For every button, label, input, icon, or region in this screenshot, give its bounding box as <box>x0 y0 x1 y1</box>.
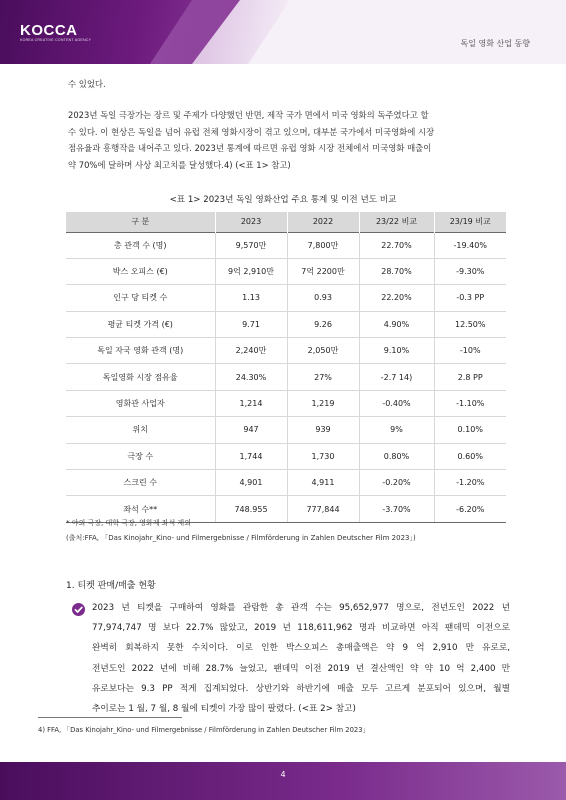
table-cell: 영화관 사업자 <box>66 390 215 416</box>
kocca-logo: KOCCA <box>20 22 78 39</box>
table-cell: 22.20% <box>359 285 434 311</box>
table-cell: 위치 <box>66 417 215 443</box>
table-cell: 1,214 <box>215 390 287 416</box>
table-cell: 4,901 <box>215 470 287 496</box>
table-cell: 2.8 PP <box>434 364 506 390</box>
table-cell: 2,240만 <box>215 338 287 364</box>
table-cell: 극장 수 <box>66 443 215 469</box>
paragraph-line: 수 있다. 이 현상은 독일을 넘어 유럽 전체 영화시장이 겪고 있으며, 대부분 국가에서 미국영화에 시장 <box>68 126 435 137</box>
table-cell: 12.50% <box>434 311 506 337</box>
table-cell: -1.10% <box>434 390 506 416</box>
table-row <box>66 390 506 416</box>
footnote-divider <box>38 717 182 718</box>
table-cell: 22.70% <box>359 232 434 258</box>
table-cell: 9,570만 <box>215 232 287 258</box>
table-cell: -2.7 14) <box>359 364 434 390</box>
table-cell: 0.10% <box>434 417 506 443</box>
table-cell: 1.13 <box>215 285 287 311</box>
table-cell: -0.20% <box>359 470 434 496</box>
table-cell: 9.71 <box>215 311 287 337</box>
table-header-cell: 2023 <box>215 212 287 232</box>
table-cell: 평균 티켓 가격 (€) <box>66 311 215 337</box>
table-cell: -9.30% <box>434 258 506 284</box>
table-cell: 독일영화 시장 점유율 <box>66 364 215 390</box>
table-cell: -1.20% <box>434 470 506 496</box>
table-header-row <box>66 212 506 232</box>
table-cell: 0.93 <box>287 285 359 311</box>
table-row <box>66 285 506 311</box>
paragraph-line: 77,974,747 명 보다 22.7% 많았고, 2019 년 118,611,962 명과 비교하면 아직 팬데믹 이전으로 <box>92 623 510 634</box>
table-cell: 0.80% <box>359 443 434 469</box>
table-row <box>66 417 506 443</box>
section-paragraph <box>92 598 510 719</box>
footnote: 4) FFA, 「Das Kinojahr_Kino- und Filmergebnisse / Filmförderung in Zahlen Deutscher Film 2023」 <box>38 726 370 734</box>
table-cell: 27% <box>287 364 359 390</box>
table-cell: 4.90% <box>359 311 434 337</box>
page-footer <box>0 762 566 800</box>
paragraph-line: 점유율과 흥행작을 내어주고 있다. 2023년 통계에 따르면 유럽 영화 시장 전체에서 미국영화 매출이 <box>68 143 432 153</box>
table-header-cell: 23/19 비교 <box>434 212 506 232</box>
table-row <box>66 311 506 337</box>
table-cell: 7억 2200만 <box>287 258 359 284</box>
page-number: 4 <box>280 770 286 779</box>
table-note: * 야외 극장, 대학 극장, 영화제 좌석 제외 <box>66 519 191 527</box>
table-source: (출처:FFA, 「Das Kinojahr_Kino- und Filmergebnisse / Filmförderung in Zahlen Deutscher Film 2023」) <box>66 534 416 542</box>
paragraph-line: 2023년 독일 극장가는 장르 및 주제가 다양했던 반면, 제작 국가 면에서 미국 영화의 독주였다고 할 <box>68 110 429 120</box>
table-row <box>66 364 506 390</box>
table-cell: 독일 자국 영화 관객 (명) <box>66 338 215 364</box>
table-cell: 777,844 <box>287 496 359 522</box>
table-cell: -3.70% <box>359 496 434 522</box>
table-cell: 스크린 수 <box>66 470 215 496</box>
table-cell: 좌석 수** <box>66 496 215 522</box>
table-cell: 2,050만 <box>287 338 359 364</box>
table-cell: -19.40% <box>434 232 506 258</box>
paragraph-line: 유로보다는 9.3 PP 적게 집계되었다. 상반기와 하반기에 매출 모두 고르게 분포되어 있으며, 월별 <box>92 683 510 694</box>
table-cell: 9% <box>359 417 434 443</box>
table-cell: 28.70% <box>359 258 434 284</box>
table-cell: 4,911 <box>287 470 359 496</box>
table-row <box>66 338 506 364</box>
table-cell: 9.26 <box>287 311 359 337</box>
table-cell: 939 <box>287 417 359 443</box>
paragraph-line: 전년도인 2022 년에 비해 28.7% 늘었고, 팬데믹 이전 2019 년 결산액인 약 약 10 억 2,400 만 <box>92 663 510 674</box>
paragraph-line: 추이로는 1 월, 7 월, 8 월에 티켓이 가장 많이 팔렸다. (<표 2> 참고) <box>92 704 356 715</box>
table-cell: 1,730 <box>287 443 359 469</box>
table-cell: 인구 당 티켓 수 <box>66 285 215 311</box>
table-header-cell: 구 분 <box>66 212 215 232</box>
intro-paragraph <box>68 107 508 173</box>
paragraph-line: 2023 년 티켓을 구매하여 영화를 관람한 총 관객 수는 95,652,977 명으로, 전년도인 2022 년 <box>92 603 510 613</box>
table-cell: 9억 2,910만 <box>215 258 287 284</box>
table-header-cell: 2022 <box>287 212 359 232</box>
statistics-table <box>66 212 506 523</box>
paragraph-line: 완벽히 회복하지 못한 수치이다. 이로 인한 박스오피스 총매출액은 약 9 억 2,910 만 유로로, <box>92 643 510 654</box>
kocca-logo-subtitle: KOREA CREATIVE CONTENT AGENCY <box>20 38 92 42</box>
table-cell: 9.10% <box>359 338 434 364</box>
table-cell: 748.955 <box>215 496 287 522</box>
table-row <box>66 232 506 258</box>
table-cell: -0.3 PP <box>434 285 506 311</box>
table-cell: 947 <box>215 417 287 443</box>
table-row <box>66 443 506 469</box>
table-cell: -6.20% <box>434 496 506 522</box>
table-cell: 24.30% <box>215 364 287 390</box>
table-cell: 1,744 <box>215 443 287 469</box>
table-cell: 총 관객 수 (명) <box>66 232 215 258</box>
table-header-cell: 23/22 비교 <box>359 212 434 232</box>
table-title: <표 1> 2023년 독일 영화산업 주요 통계 및 이전 년도 비교 <box>169 195 397 205</box>
header-title: 독일 영화 산업 동향 <box>460 39 530 48</box>
check-circle-icon <box>72 603 85 616</box>
table-cell: 0.60% <box>434 443 506 469</box>
table-cell: 1,219 <box>287 390 359 416</box>
table-cell: 박스 오피스 (€) <box>66 258 215 284</box>
table-cell: -10% <box>434 338 506 364</box>
table-cell: -0.40% <box>359 390 434 416</box>
intro-line <box>68 76 508 93</box>
intro-line-text: 수 있었다. <box>68 79 106 89</box>
section-title: 1. 티켓 판매/매출 현황 <box>66 581 156 591</box>
paragraph-line: 약 70%에 달하며 사상 최고치를 달성했다.4) (<표 1> 참고) <box>68 159 291 170</box>
table-row <box>66 258 506 284</box>
table-row <box>66 470 506 496</box>
page-header <box>0 0 566 64</box>
table-cell: 7,800만 <box>287 232 359 258</box>
